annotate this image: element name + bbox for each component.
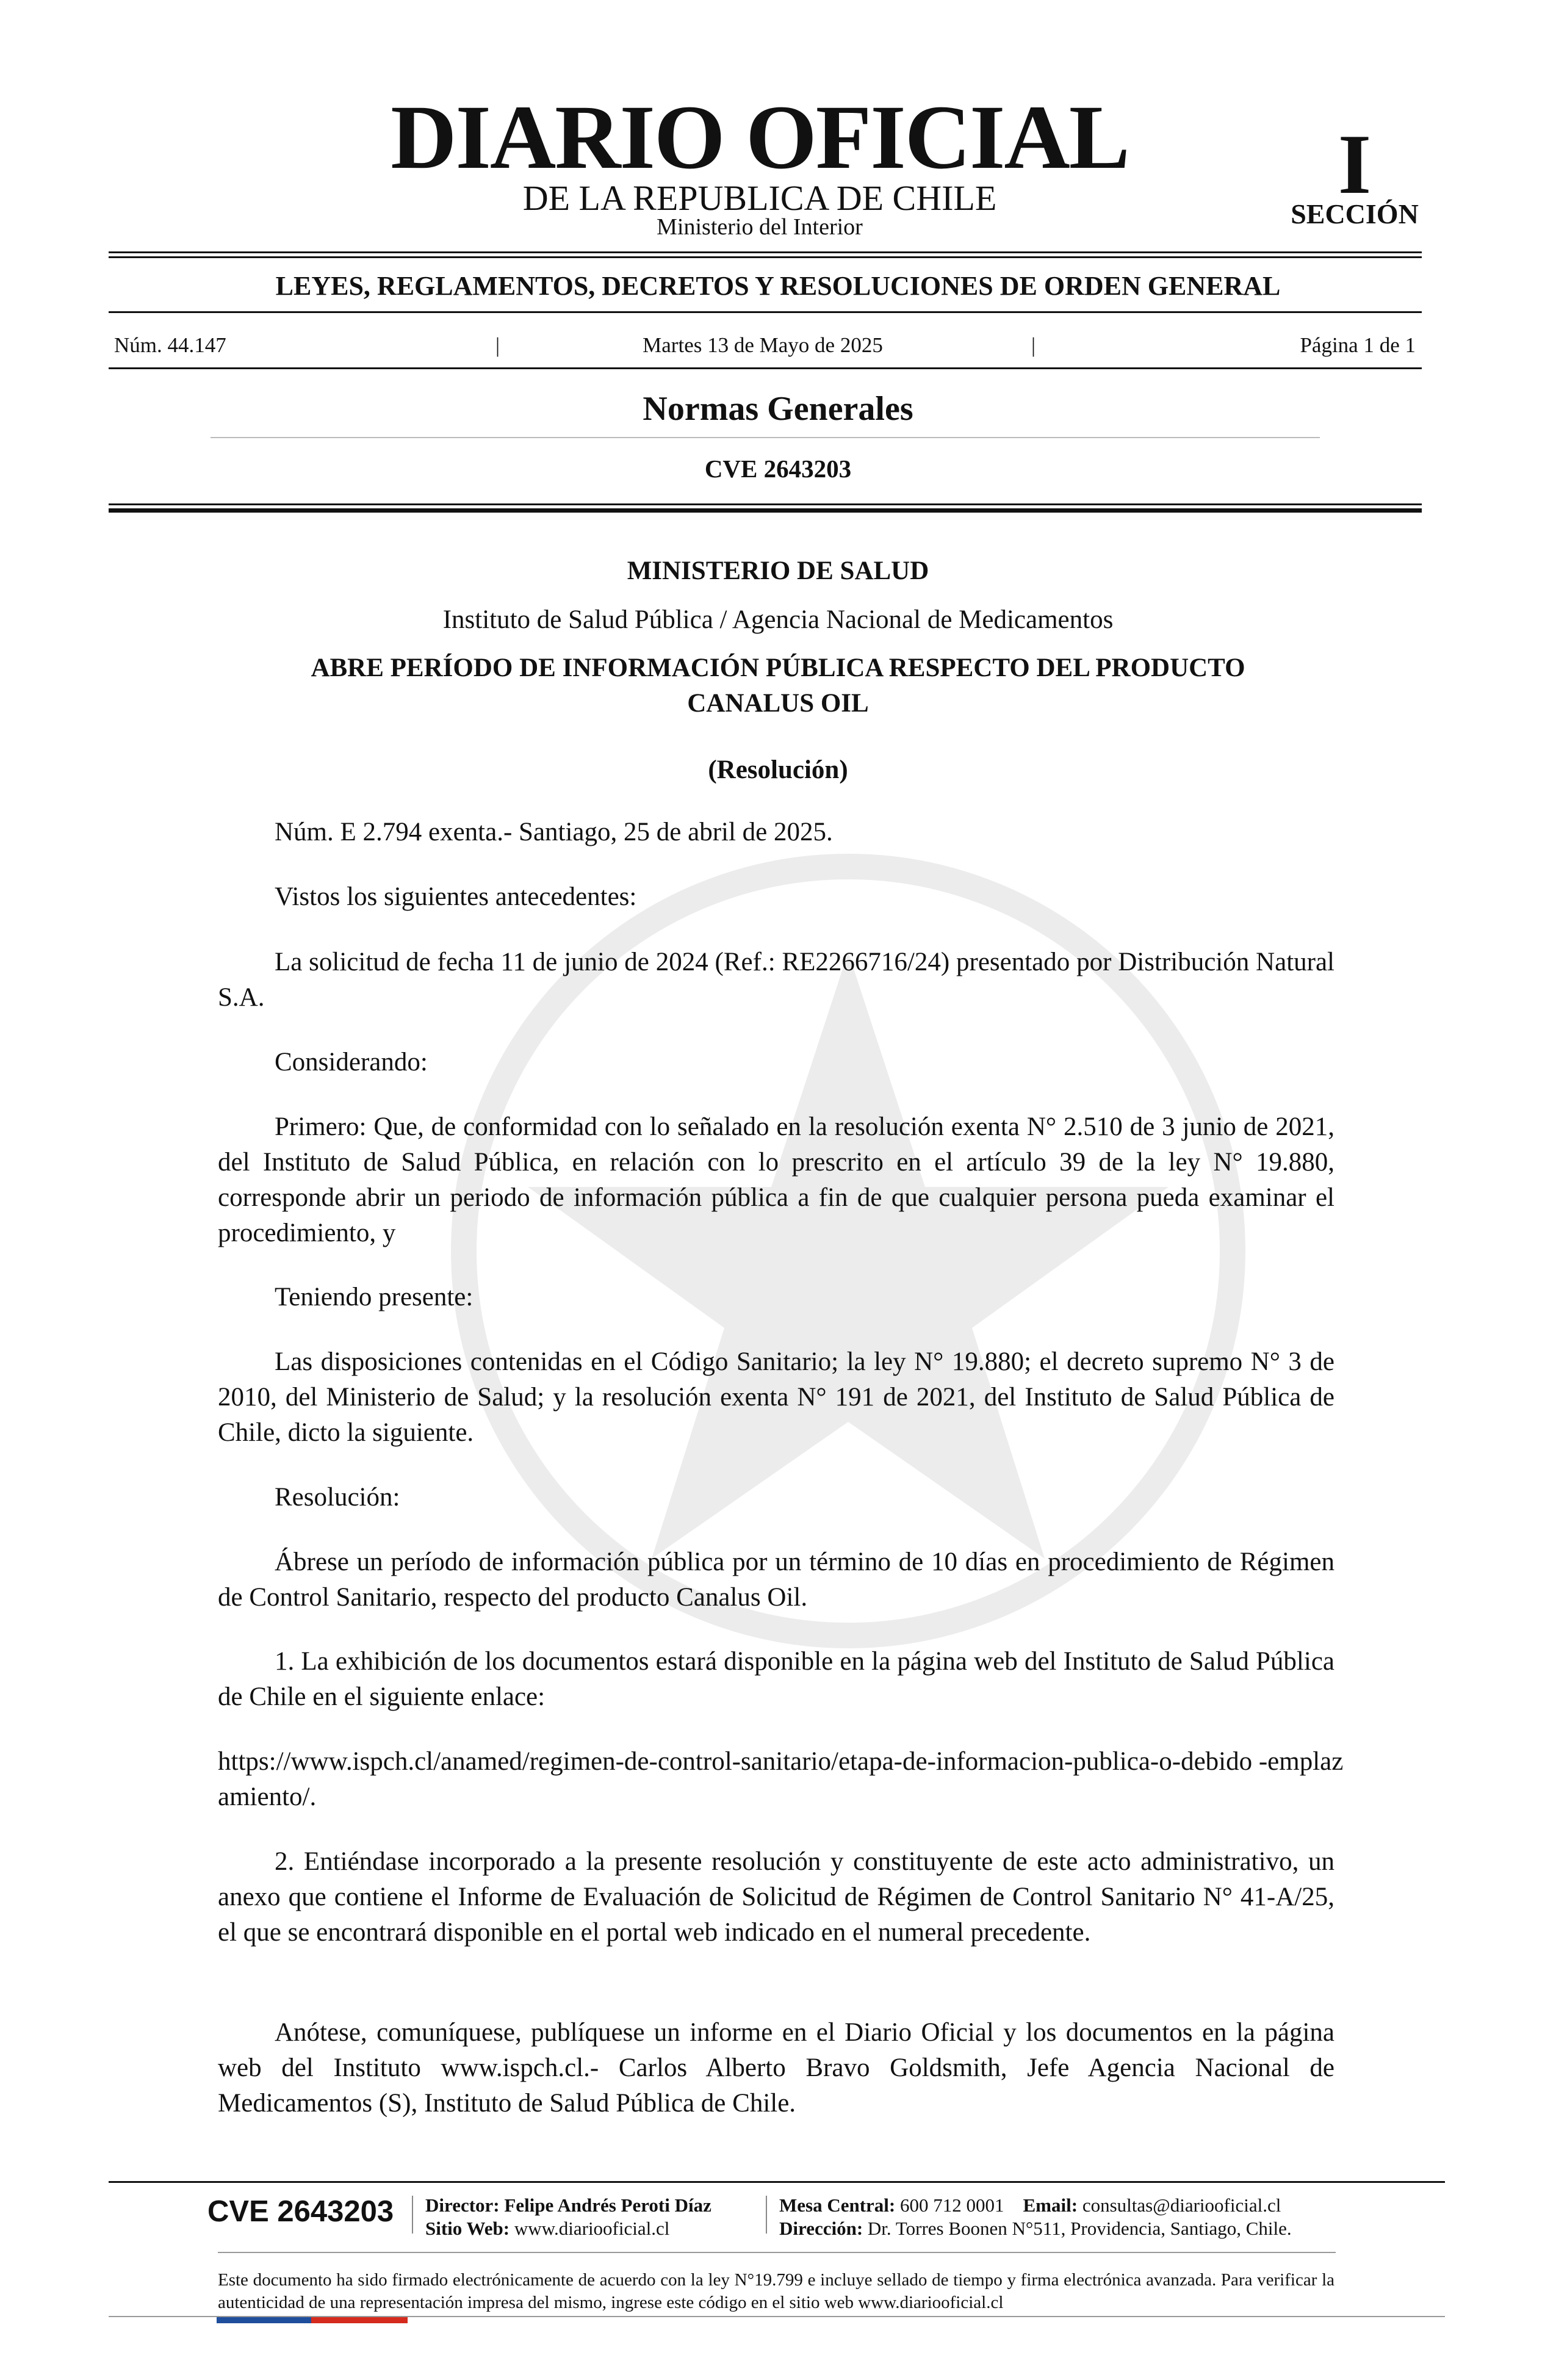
separator: |: [1031, 333, 1036, 357]
divider: [109, 256, 1422, 258]
link-url[interactable]: https://www.ispch.cl/anamed/regimen-de-control-sanitario/etapa-de-informacion-publica-o-debido -emplazamiento/.: [218, 1747, 1344, 1811]
flag-stripe-blue: [217, 2317, 311, 2323]
issue-number: Núm. 44.147: [114, 333, 226, 357]
paragraph: La solicitud de fecha 11 de junio de 2024 (Ref.: RE2266716/24) presentado por Distribución Natural S.A.: [218, 948, 1334, 1012]
paragraph: Ábrese un período de información pública por un término de 10 días en procedimiento de Régimen de Control Sanitario, respecto del producto Canalus Oil.: [218, 1548, 1334, 1612]
masthead-title: DIARIO OFICIAL: [391, 87, 1129, 188]
paragraph: Considerando:: [275, 1048, 428, 1076]
divider: [211, 437, 1320, 438]
divider: [109, 251, 1422, 253]
issue-date: Martes 13 de Mayo de 2025: [643, 333, 883, 357]
paragraph: Vistos los siguientes antecedentes:: [275, 882, 637, 911]
footer-cve: CVE 2643203: [207, 2195, 394, 2228]
flag-stripe-red: [311, 2317, 408, 2323]
paragraph: 2. Entiéndase incorporado a la presente resolución y constituyente de este acto administrativo, un anexo que contiene el Informe de Evaluación de Solicitud de Régimen de Control Sanitario N° 41-A/25, el que se encontrará disponible en el portal web indicado en el numeral precedente.: [218, 1847, 1334, 1947]
paragraph: Núm. E 2.794 exenta.- Santiago, 25 de abril de 2025.: [275, 818, 833, 846]
cve-code: CVE 2643203: [704, 455, 852, 483]
doc-institute: Instituto de Salud Pública / Agencia Nacional de Medicamentos: [442, 605, 1114, 634]
section-number: I: [1338, 117, 1372, 212]
doc-title: ABRE PERÍODO DE INFORMACIÓN PÚBLICA RESPECTO DEL PRODUCTO: [311, 654, 1245, 682]
footer-note: Este documento ha sido firmado electrónicamente de acuerdo con la ley N°19.799 e incluye sellado de tiempo y firma electrónica avanzada. Para verificar la autenticidad de una representación impresa del mismo, ingrese este código en el sitio web www.diariooficial.cl: [218, 2270, 1334, 2312]
footer-director: Director: Felipe Andrés Peroti Díaz Sitio Web: www.diariooficial.cl: [425, 2194, 711, 2239]
doc-ministry: MINISTERIO DE SALUD: [627, 557, 929, 585]
masthead-ministry: Ministerio del Interior: [657, 214, 863, 240]
section-label: SECCIÓN: [1291, 198, 1419, 229]
paragraph: Teniendo presente:: [275, 1283, 474, 1311]
masthead-subtitle: DE LA REPUBLICA DE CHILE: [522, 178, 997, 218]
footer-divider: [109, 2181, 1445, 2183]
separator: [766, 2196, 767, 2234]
doc-type: (Resolución): [708, 755, 848, 784]
footer-divider: [218, 2252, 1336, 2253]
paragraph: Anótese, comuníquese, publíquese un informe en el Diario Oficial y los documentos en la página web del Instituto www.ispch.cl.- Carlos Alberto Bravo Goldsmith, Jefe Agencia Nacional de Medicamentos (S), Instituto de Salud Pública de Chile.: [218, 2018, 1334, 2118]
divider: [109, 503, 1422, 505]
divider: [109, 367, 1422, 369]
separator: [412, 2196, 413, 2234]
paragraph: Primero: Que, de conformidad con lo señalado en la resolución exenta N° 2.510 de 3 junio de 2021, del Instituto de Salud Pública, en relación con lo prescrito en el artículo 39 de la ley N° 19.880, corresponde abrir un periodo de información pública a fin de que cualquier persona pueda examinar el procedimiento, y: [218, 1112, 1334, 1247]
separator: |: [495, 333, 500, 357]
page-count: Página 1 de 1: [1300, 333, 1416, 357]
norms-title: Normas Generales: [643, 390, 913, 428]
category-line: LEYES, REGLAMENTOS, DECRETOS Y RESOLUCIONES DE ORDEN GENERAL: [275, 271, 1281, 301]
footer-contact: Mesa Central: 600 712 0001 Email: consultas@diariooficial.cl Dirección: Dr. Torres Boonen N°511, Providencia, Santiago, Chile.: [779, 2194, 1292, 2239]
doc-title: CANALUS OIL: [687, 689, 869, 718]
divider: [109, 311, 1422, 313]
paragraph: Resolución:: [275, 1483, 400, 1512]
paragraph: 1. La exhibición de los documentos estará disponible en la página web del Instituto de Salud Pública de Chile en el siguiente enlace:: [218, 1647, 1334, 1711]
paragraph: Las disposiciones contenidas en el Código Sanitario; la ley N° 19.880; el decreto supremo N° 3 de 2010, del Ministerio de Salud; y la resolución exenta N° 191 de 2021, del Instituto de Salud Pública de Chile, dicto la siguiente.: [218, 1347, 1334, 1447]
divider: [109, 508, 1422, 513]
